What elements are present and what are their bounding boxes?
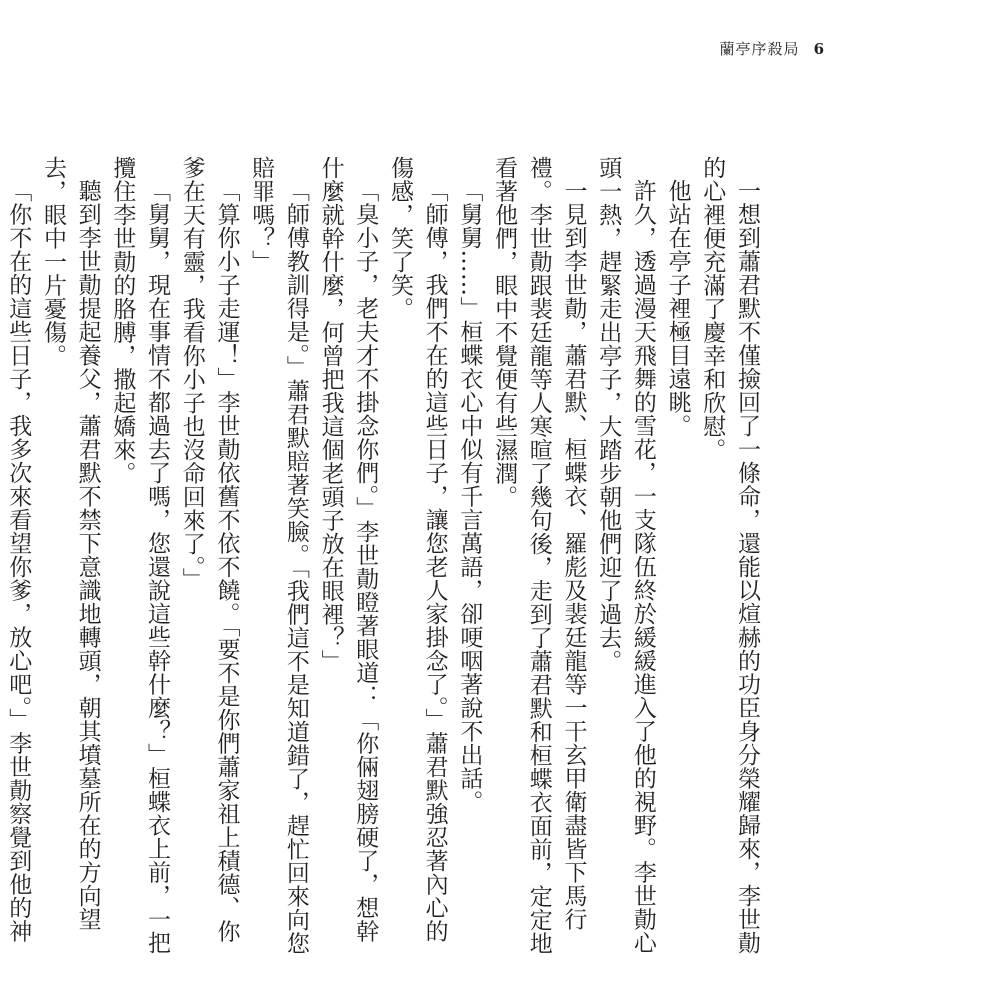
book-title: 蘭亭序殺局 — [719, 40, 800, 58]
paragraph: 他站在亭子裡極目遠眺。 — [664, 179, 691, 438]
paragraph: 「算你小子走運！」李世勣依舊不依不饒。「要不是你們蕭家祖上積德、你爹在天有靈，我看你小子也沒命回來了。」 — [178, 156, 240, 943]
paragraph: 「臭小子，老夫才不掛念你們。」李世勣瞪著眼道：「你倆翅膀硬了，想幹什麼就幹什麼，何曾把我這個老頭子放在眼裡？」 — [317, 156, 379, 943]
paragraph: 「舅舅，現在事情不都過去了嗎，您還說這些幹什麼？」桓蝶衣上前，一把攬住李世勣的胳膊，撒起嬌來。 — [109, 156, 171, 955]
paragraph: 一見到李世勣，蕭君默、桓蝶衣、羅彪及裴廷龍等一干玄甲衛盡皆下馬行禮。李世勣跟裴廷龍等人寒暄了幾句後，走到了蕭君默和桓蝶衣面前，定定地看著他們，眼中不覺便有些濕潤。 — [491, 156, 587, 955]
page-number: 6 — [813, 40, 825, 58]
paragraph: 「你不在的這些日子，我多次來看望你爹，放心吧。」李世勣察覺到他的神 — [5, 179, 32, 943]
paragraph: 「師傅教訓得是。」蕭君默賠著笑臉。「我們這不是知道錯了，趕忙回來向您賠罪嗎？」 — [248, 156, 309, 955]
paragraph: 聽到李世勣提起養父，蕭君默不禁下意識地轉頭，朝其墳墓所在的方向望去，眼中一片憂傷。 — [39, 156, 101, 931]
paragraph: 「師傅，我們不在的這些日子，讓您老人家掛念了。」蕭君默強忍著內心的傷感，笑了笑。 — [386, 156, 448, 943]
running-header — [720, 38, 825, 59]
vertical-body-text — [5, 156, 764, 956]
paragraph: 許久，透過漫天飛舞的雪花，一支隊伍終於緩緩進入了他的視野。李世勣心頭一熱，趕緊走出亭子，大踏步朝他們迎了過去。 — [595, 156, 656, 955]
paragraph: 「舅舅……」桓蝶衣心中似有千言萬語，卻哽咽著說不出話。 — [456, 179, 483, 814]
paragraph: 一想到蕭君默不僅撿回了一條命，還能以煊赫的功臣身分榮耀歸來，李世勣的心裡便充滿了慶幸和欣慰。 — [699, 156, 760, 955]
